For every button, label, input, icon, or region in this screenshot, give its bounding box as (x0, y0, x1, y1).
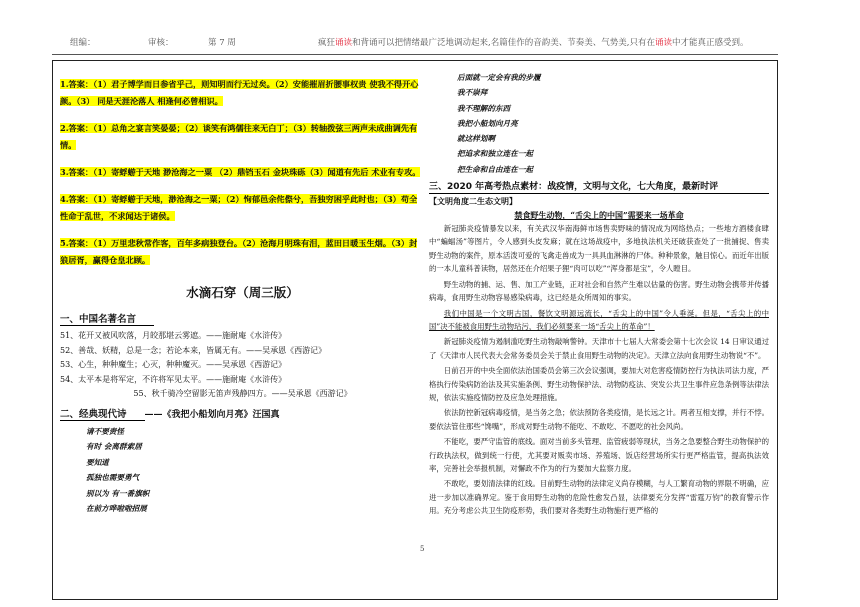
answer-4: 4.答案：（1）寄蜉蝣于天地，渺沧海之一粟；（2）恂郁邑余侘傺兮，吾独穷困乎此时也；（3）苟全性命于乱世，不求闻达于诸侯。 (60, 194, 418, 221)
article-paragraph: 不能吃，要严守监管的底线。面对当前多头管理、监管疲弱等现状，当务之急要整合野生动物保护的行政执法权，做到统一行使，尤其要对贩卖市场、养殖场、饭店经营场所实行更严格监管，提高执法效率，完善社会举报机制，对懈政不作为的行为要加大监察力度。 (429, 437, 769, 473)
right-column (429, 70, 769, 520)
left-column (60, 76, 425, 517)
page-number: 5 (420, 545, 425, 553)
part2-heading-row (60, 402, 425, 424)
part2-poem-title: ——《我把小船划向月亮》汪国真 (144, 409, 280, 420)
poem-line: 我把小船划向月亮 (457, 118, 518, 128)
poem-line: 我不理解的东西 (457, 103, 511, 113)
reviewer-label: 审核： (148, 38, 174, 48)
editor-label: 组编： (70, 38, 96, 48)
header-motto (318, 36, 748, 48)
quote-line: 52、善哉、妖精，总是一念；若论本来，皆属无有。——吴承恩《西游记》 (60, 345, 327, 355)
header-rule (52, 54, 778, 55)
quote-line: 55、秋千骑冷空留影无笛声残静四方。——吴承恩《西游记》 (133, 389, 352, 399)
motto-pre: 疯狂 (318, 38, 336, 48)
answer-1: 1.答案：（1）君子博学而日参省乎己，则知明而行无过矣。（2）安能摧眉折腰事权贵 使我不得开心颜。（3） 同是天涯沦落人 相逢何必曾相识。 (60, 79, 419, 106)
motto-post: 中才能真正感受到。 (671, 38, 749, 48)
poem-line: 在前方哗啦啦招展 (86, 504, 147, 514)
motto-highlight-2: 诵读 (654, 38, 672, 48)
answer-3: 3.答案：（1）寄蜉蝣于天地 渺沧海之一粟 （2）鼎铛玉石 金块珠砾（3）闻道有先后 术业有专攻。 (60, 167, 421, 177)
poem-line: 孤独也需要勇气 (86, 473, 140, 483)
motto-highlight-1: 诵读 (335, 38, 353, 48)
article-paragraph: 依法防控新冠病毒疫情，是当务之急；依法预防各类疫情，是长远之计。两者互相支撑，并行不悖。要依法管住那些“馋嘴”，形成对野生动物不能吃、不敢吃、不愿吃的社会风尚。 (429, 408, 769, 431)
quote-line: 54、太平本是将军定，不许将军见太平。——施耐庵《水浒传》 (60, 374, 287, 384)
poem-line: 就这样划啊 (457, 134, 495, 144)
poem-line: 要知道 (86, 457, 109, 467)
section-title: 水滴石穿（周三版） (186, 285, 299, 300)
part2-heading: 二、经典现代诗 (60, 406, 145, 421)
week-label: 第 7 周 (208, 38, 236, 48)
poem-line: 把生命和自由连在一起 (457, 164, 533, 174)
poem-line: 有时 会离群索居 (86, 442, 142, 452)
page-header (70, 36, 790, 52)
part3-subheading: 【文明角度二生态文明】 (429, 196, 517, 207)
part1-heading: 一、中国名著名言 (60, 311, 154, 326)
part3-heading: 三、2020 年高考热点素材：战疫情，文明与文化，七大角度，最新时评 (429, 179, 769, 194)
article-paragraph: 日前召开的中央全面依法治国委员会第三次会议强调，要加大对危害疫情防控行为执法司法力度，严格执行传染病防治法及其实施条例、野生动物保护法、动物防疫法、突发公共卫生事件应急条例等法律法规，依法实施疫情防控及应急处理措施。 (429, 366, 769, 402)
article-paragraph: 不敢吃，要划清法律的红线。目前野生动物的法律定义尚存模糊，与人工繁育动物的界限不明确，应进一步加以准确界定。鉴于食用野生动物的危险性愈发凸显，法律要充分发挥“雷霆万钧”的教育警示作用。充分考虑公共卫生防疫形势，我们要对各类野生动物施行更严格的 (429, 479, 769, 516)
answer-2: 2.答案：（1）总角之宴言笑晏晏；（2）谈笑有鸿儒往来无白丁；（3）转轴拨弦三两声未成曲调先有情。 (60, 123, 418, 150)
poem-line: 后面就一定会有我的步履 (457, 73, 541, 82)
article-paragraph: 新冠肺炎疫情为遏制滥吃野生动物敲响警钟。天津市十七届人大常委会第十七次会议 14 日审议通过了《天津市人民代表大会常务委员会关于禁止食用野生动物的决定》。天津立法向食用野生动物说“不”。 (429, 337, 769, 360)
poem-line: 我不崇拜 (457, 88, 488, 98)
article-paragraph: 新冠肺炎疫情暴发以来，有关武汉华南海鲜市场售卖野味的情况成为网络热点；一些地方酒楼食肆中“蝙蝠汤”等图片，令人感到头皮发麻；就在这场战疫中，多地执法机关还破获查处了一批捕捉、售卖野生动物的案件，原本活泼可爱的飞禽走兽成为一具具血淋淋的尸体。种种景象，触目惊心。而近年出版的一本儿童科普读物，居然还在介绍果子狸“肉可以吃”“浑身都是宝”，令人瞠目。 (429, 224, 769, 274)
quote-line: 51、花开又被风吹落，月皎那堪云雾遮。——施耐庵《水浒传》 (60, 331, 287, 340)
article-paragraph: 我们中国是一个文明古国，餐饮文明源远流长，“舌尖上的中国”令人垂涎。但是，“舌尖上的中国”决不能被食用野生动物玷污，我们必须要来一场“舌尖上的革命”！ (429, 308, 769, 331)
article-paragraph: 野生动物的捕、运、售、加工产业链，正对社会和自然产生难以估量的伤害。野生动物会携带并传播病毒，食用野生动物容易感染病毒，这已经是众所周知的事实。 (429, 279, 769, 303)
poem-line: 请不要责怪 (86, 426, 124, 436)
answer-5: 5.答案：（1）万里悲秋常作客，百年多病独登台。（2）沧海月明珠有泪，蓝田日暖玉生烟。（3）封狼居胥，赢得仓皇北顾。 (60, 238, 418, 265)
poem-line: 把追求和独立连在一起 (457, 149, 533, 159)
motto-mid: 和背诵可以把情绪最广泛地调动起来,名篇佳作的音韵美、节奏美、气势美,只有在 (352, 38, 655, 48)
poem-line: 别以为 有一番旗帜 (86, 488, 150, 498)
article-title: 禁食野生动物，“舌尖上的中国”需要来一场革命 (514, 210, 684, 221)
quote-line: 53、心生，种种魔生；心灭，种种魔灭。——吴承恩《西游记》 (60, 360, 287, 370)
